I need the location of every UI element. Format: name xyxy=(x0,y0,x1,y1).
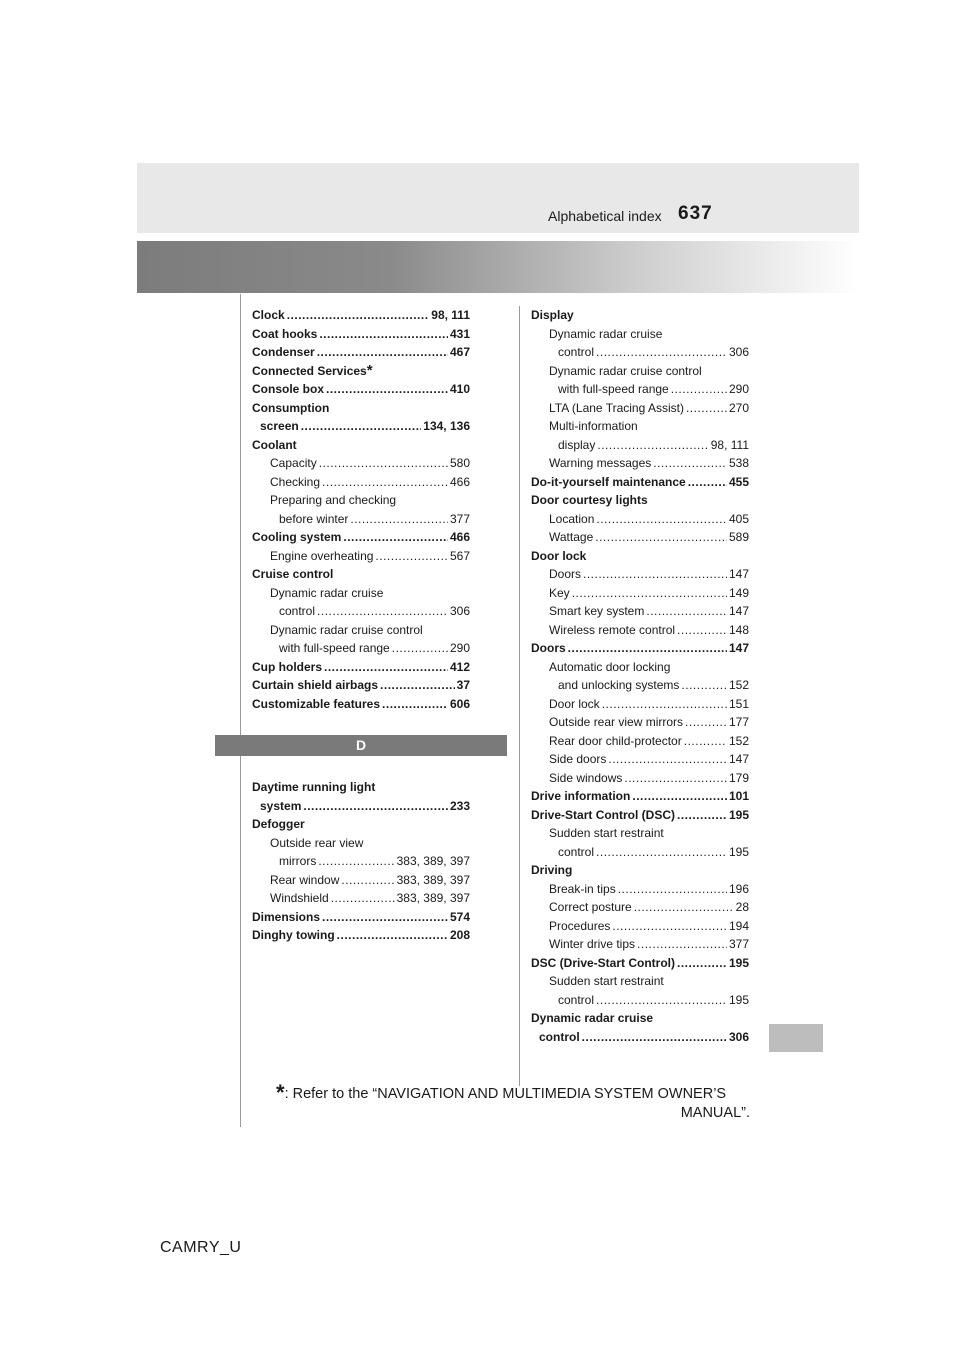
index-entry-page: 233 xyxy=(449,798,470,813)
index-entry-label: Cruise control xyxy=(252,567,334,581)
dot-leader xyxy=(331,889,395,908)
footnote-line-1: : Refer to the “NAVIGATION AND MULTIMEDIA SYSTEM OWNER’S xyxy=(284,1086,727,1102)
index-entry-label: Door lock xyxy=(531,548,587,563)
dot-leader xyxy=(646,602,727,621)
dot-leader xyxy=(624,769,727,788)
section-title: Alphabetical index xyxy=(548,208,662,224)
index-entry-label: Condenser xyxy=(252,345,315,359)
index-entry-page: 28 xyxy=(735,900,749,914)
index-group-d-continued xyxy=(531,306,749,1046)
index-entry xyxy=(252,306,470,325)
dot-leader xyxy=(596,843,727,862)
index-entry-label: Sudden start restraint xyxy=(549,826,664,840)
dot-leader xyxy=(568,639,727,658)
dot-leader xyxy=(303,797,448,816)
dot-leader xyxy=(343,528,448,547)
index-entry-label: control xyxy=(558,345,595,359)
index-entry-page: 151 xyxy=(728,696,749,711)
index-entry xyxy=(252,325,470,344)
index-entry xyxy=(252,528,470,547)
index-entry-label: Defogger xyxy=(252,817,305,831)
index-entry-page: 195 xyxy=(728,844,749,859)
index-entry-page: 147 xyxy=(728,752,749,766)
index-entry-page: 538 xyxy=(728,456,749,470)
dot-leader xyxy=(677,954,727,973)
index-entry-page: 195 xyxy=(728,955,749,970)
index-entry-page: 467 xyxy=(449,345,470,359)
index-entry xyxy=(531,565,749,584)
index-entry-label: Dimensions xyxy=(252,909,321,924)
index-entry-label: control xyxy=(279,604,316,618)
index-entry xyxy=(252,695,470,714)
index-entry xyxy=(531,362,749,381)
dot-leader xyxy=(375,547,448,566)
index-entry-label: Doors xyxy=(549,567,582,581)
dot-leader xyxy=(319,325,448,344)
dot-leader xyxy=(618,880,727,899)
index-entry xyxy=(531,732,749,751)
index-entry xyxy=(531,972,749,991)
index-entry-label: screen xyxy=(260,419,299,433)
index-entry-page: 208 xyxy=(449,928,470,942)
footnote xyxy=(276,1080,750,1123)
index-entry-page: 147 xyxy=(728,604,749,618)
dot-leader xyxy=(596,991,727,1010)
index-entry xyxy=(252,889,470,908)
index-entry-page: 101 xyxy=(728,789,749,803)
index-entry-label: control xyxy=(558,844,595,859)
dot-leader xyxy=(324,658,448,677)
index-entry xyxy=(252,639,470,658)
index-entry-label: Side windows xyxy=(549,770,623,785)
index-entry-label: Sudden start restraint xyxy=(549,974,664,988)
section-letter-bar: D xyxy=(215,735,507,756)
footnote-star: * xyxy=(276,1080,285,1105)
index-entry-label: Automatic door locking xyxy=(549,659,671,674)
index-entry-page: 431 xyxy=(449,326,470,341)
index-entry-label: Rear door child-protector xyxy=(549,733,682,748)
index-entry-label: system xyxy=(260,798,302,813)
index-entry xyxy=(252,417,470,436)
index-entry-page: 466 xyxy=(449,530,470,544)
index-group-d xyxy=(252,778,470,945)
dot-leader xyxy=(653,454,727,473)
index-entry-page: 195 xyxy=(728,807,749,822)
index-group-c xyxy=(252,306,470,713)
index-entry-label: control xyxy=(539,1029,580,1044)
index-entry-label: Multi-information xyxy=(549,419,638,433)
index-entry-page: 383, 389, 397 xyxy=(396,872,470,887)
dot-leader xyxy=(317,343,448,362)
index-entry-label: Driving xyxy=(531,863,573,877)
index-entry-label: Dynamic radar cruise control xyxy=(549,363,702,378)
index-entry xyxy=(531,399,749,418)
index-entry xyxy=(531,824,749,843)
index-entry-label: Windshield xyxy=(270,891,329,905)
dot-leader xyxy=(301,417,422,436)
index-entry-label: Drive-Start Control (DSC) xyxy=(531,807,676,822)
index-entry xyxy=(252,658,470,677)
index-entry xyxy=(252,565,470,584)
index-entry-label: Preparing and checking xyxy=(270,493,397,507)
index-entry xyxy=(531,621,749,640)
dot-leader xyxy=(287,306,430,325)
index-entry xyxy=(531,991,749,1010)
index-entry-page: 152 xyxy=(728,733,749,748)
index-entry xyxy=(531,935,749,954)
index-entry-label: Outside rear view xyxy=(270,835,364,850)
index-entry-page: 383, 389, 397 xyxy=(396,891,470,905)
index-entry-label: with full-speed range xyxy=(558,382,669,396)
dot-leader xyxy=(350,510,448,529)
dot-leader xyxy=(671,380,727,399)
index-entry-page: 589 xyxy=(728,530,749,544)
index-entry-label: Do-it-yourself maintenance xyxy=(531,474,686,489)
page-number: 637 xyxy=(678,203,713,224)
dot-leader xyxy=(632,787,727,806)
index-entry-page: 196 xyxy=(728,881,749,896)
index-entry xyxy=(531,584,749,603)
dot-leader xyxy=(319,454,448,473)
left-margin-rule xyxy=(240,294,241,1127)
index-entry-page: 270 xyxy=(728,400,749,415)
index-entry-label: Key xyxy=(549,585,570,600)
index-entry xyxy=(531,343,749,362)
index-entry xyxy=(531,806,749,825)
index-entry xyxy=(252,454,470,473)
index-entry-label: Smart key system xyxy=(549,604,645,618)
document-code: CAMRY_U xyxy=(160,1239,242,1256)
chapter-thumb-tab xyxy=(769,1024,823,1052)
dot-leader xyxy=(681,676,727,695)
footnote-line-2: MANUAL”. xyxy=(680,1105,750,1121)
index-entry-label: Cooling system xyxy=(252,530,342,544)
index-entry-label: Curtain shield airbags xyxy=(252,678,379,692)
index-entry-label: mirrors xyxy=(279,854,317,868)
index-entry-label: Capacity xyxy=(270,456,317,470)
index-entry xyxy=(252,621,470,640)
index-entry-label: Rear window xyxy=(270,872,340,887)
index-entry xyxy=(531,750,749,769)
index-entry xyxy=(531,528,749,547)
index-entry-label: Winter drive tips xyxy=(549,937,636,951)
index-entry-label: Cup holders xyxy=(252,659,323,674)
index-entry xyxy=(252,436,470,455)
dot-leader xyxy=(596,510,727,529)
index-entry-label: Coolant xyxy=(252,437,297,452)
index-entry xyxy=(252,491,470,510)
dot-leader xyxy=(684,732,727,751)
index-entry-label: Dynamic radar cruise xyxy=(270,585,384,600)
index-entry-label: Side doors xyxy=(549,752,607,766)
index-entry-page: 290 xyxy=(449,641,470,655)
index-entry-label: before winter xyxy=(279,511,349,526)
index-entry-label: Location xyxy=(549,511,595,526)
index-entry-page: 152 xyxy=(728,678,749,692)
index-entry-label: Dynamic radar cruise xyxy=(549,326,663,341)
index-entry-label: Wattage xyxy=(549,530,594,544)
index-entry-label: Wireless remote control xyxy=(549,622,676,637)
dot-leader xyxy=(583,565,727,584)
index-entry-page: 148 xyxy=(728,622,749,637)
dot-leader xyxy=(597,436,708,455)
dot-leader xyxy=(596,343,727,362)
index-entry-page: 306 xyxy=(449,604,470,618)
index-entry-label: Break-in tips xyxy=(549,881,616,896)
index-entry-page: 306 xyxy=(728,345,749,359)
index-entry-label: Connected Services xyxy=(252,363,367,378)
index-entry xyxy=(531,898,749,917)
index-entry-label: Console box xyxy=(252,382,325,396)
dot-leader xyxy=(688,473,727,492)
index-entry-page: 383, 389, 397 xyxy=(396,854,470,868)
index-entry xyxy=(531,602,749,621)
index-entry xyxy=(531,861,749,880)
index-entry-page: 306 xyxy=(728,1029,749,1044)
index-entry-label: Engine overheating xyxy=(270,548,374,563)
index-entry-label: Daytime running light xyxy=(252,780,376,794)
dot-leader xyxy=(572,584,727,603)
dot-leader xyxy=(317,602,448,621)
dot-leader xyxy=(380,676,455,695)
index-entry xyxy=(252,343,470,362)
index-entry xyxy=(252,602,470,621)
dot-leader xyxy=(634,898,734,917)
index-entry-label: Procedures xyxy=(549,918,611,933)
index-entry xyxy=(531,454,749,473)
index-entry xyxy=(531,769,749,788)
index-entry-label: Doors xyxy=(531,641,566,655)
index-entry-label: Correct posture xyxy=(549,900,632,914)
index-entry xyxy=(531,1009,749,1028)
index-entry-page: 410 xyxy=(449,382,470,396)
index-entry-page: 574 xyxy=(449,909,470,924)
index-entry-page: 179 xyxy=(728,770,749,785)
index-entry-label: Dinghy towing xyxy=(252,928,335,942)
index-entry-label: Customizable features xyxy=(252,696,381,711)
index-entry-page: 195 xyxy=(728,992,749,1007)
index-entry xyxy=(531,473,749,492)
index-entry xyxy=(252,815,470,834)
dot-leader xyxy=(322,473,448,492)
index-entry xyxy=(252,584,470,603)
index-entry-page: 134, 136 xyxy=(423,419,470,433)
index-entry-label: Warning messages xyxy=(549,456,652,470)
index-entry-page: 37 xyxy=(456,678,470,692)
index-entry xyxy=(531,639,749,658)
dot-leader xyxy=(677,806,727,825)
index-entry xyxy=(252,797,470,816)
index-entry-page: 455 xyxy=(728,474,749,489)
index-entry-page: 580 xyxy=(449,456,470,470)
index-entry-label: Clock xyxy=(252,308,285,322)
index-entry-label: LTA (Lane Tracing Assist) xyxy=(549,400,684,415)
index-entry xyxy=(531,491,749,510)
index-entry-label: Dynamic radar cruise control xyxy=(270,622,423,637)
index-entry-page: 412 xyxy=(449,659,470,674)
dot-leader xyxy=(595,528,727,547)
index-entry xyxy=(531,510,749,529)
index-column-left xyxy=(252,306,470,945)
index-entry-page: 98, 111 xyxy=(431,308,470,322)
index-entry-page: 405 xyxy=(728,511,749,526)
index-entry xyxy=(252,834,470,853)
index-entry-page: 147 xyxy=(728,567,749,581)
index-entry-label: Dynamic radar cruise xyxy=(531,1011,654,1025)
index-entry-page: 149 xyxy=(728,585,749,600)
index-entry-label: Door lock xyxy=(549,696,600,711)
index-entry xyxy=(531,954,749,973)
index-entry-page: 194 xyxy=(728,918,749,933)
index-entry xyxy=(252,399,470,418)
index-entry-label: Drive information xyxy=(531,789,631,803)
index-entry xyxy=(531,787,749,806)
index-entry xyxy=(531,658,749,677)
dot-leader xyxy=(382,695,448,714)
dot-leader xyxy=(685,713,727,732)
index-entry-label: Checking xyxy=(270,474,321,489)
dot-leader xyxy=(326,380,448,399)
index-entry xyxy=(531,880,749,899)
dot-leader xyxy=(322,908,448,927)
index-entry xyxy=(531,547,749,566)
index-entry xyxy=(531,436,749,455)
index-entry xyxy=(531,1028,749,1047)
dot-leader xyxy=(582,1028,727,1047)
index-entry-page: 377 xyxy=(449,511,470,526)
dot-leader xyxy=(637,935,727,954)
index-entry-label: with full-speed range xyxy=(279,641,390,655)
index-entry-label: DSC (Drive-Start Control) xyxy=(531,955,676,970)
index-entry-page: 466 xyxy=(449,474,470,489)
index-entry-label: Outside rear view mirrors xyxy=(549,715,684,729)
dot-leader xyxy=(612,917,727,936)
dot-leader xyxy=(337,926,448,945)
index-entry-label: Coat hooks xyxy=(252,326,318,341)
index-entry-page: 147 xyxy=(728,641,749,655)
index-entry xyxy=(531,713,749,732)
index-entry xyxy=(531,843,749,862)
dot-leader xyxy=(677,621,727,640)
index-entry-page: 98, 111 xyxy=(710,437,749,452)
index-entry xyxy=(252,852,470,871)
index-entry xyxy=(531,695,749,714)
index-entry xyxy=(531,917,749,936)
index-entry xyxy=(252,510,470,529)
index-entry xyxy=(252,473,470,492)
index-entry xyxy=(531,676,749,695)
header-gradient-bar xyxy=(137,241,859,293)
index-entry: Connected Services * xyxy=(252,361,373,379)
index-entry xyxy=(252,778,470,797)
index-entry xyxy=(252,908,470,927)
index-entry-page: 177 xyxy=(728,715,749,729)
dot-leader xyxy=(318,852,394,871)
index-entry xyxy=(531,380,749,399)
index-entry xyxy=(252,871,470,890)
index-entry-page: 606 xyxy=(449,696,470,711)
index-entry-label: and unlocking systems xyxy=(558,678,680,692)
index-entry-label: display xyxy=(558,437,596,452)
column-divider xyxy=(519,306,520,1086)
dot-leader xyxy=(686,399,727,418)
index-entry xyxy=(252,926,470,945)
index-entry-label: Door courtesy lights xyxy=(531,493,648,507)
index-entry-page: 377 xyxy=(728,937,749,951)
index-entry-page: 567 xyxy=(449,548,470,563)
dot-leader xyxy=(602,695,727,714)
dot-leader xyxy=(341,871,394,890)
index-entry xyxy=(252,547,470,566)
index-entry xyxy=(252,676,470,695)
index-entry xyxy=(531,417,749,436)
index-entry-page: 290 xyxy=(728,382,749,396)
index-column-right xyxy=(531,306,749,1046)
index-entry xyxy=(252,380,470,399)
index-entry xyxy=(531,306,749,325)
dot-leader xyxy=(392,639,448,658)
dot-leader xyxy=(608,750,727,769)
index-entry-label: Consumption xyxy=(252,400,330,415)
index-entry xyxy=(531,325,749,344)
index-entry-label: Display xyxy=(531,308,574,322)
index-entry-label: control xyxy=(558,992,595,1007)
header-band xyxy=(137,163,859,233)
